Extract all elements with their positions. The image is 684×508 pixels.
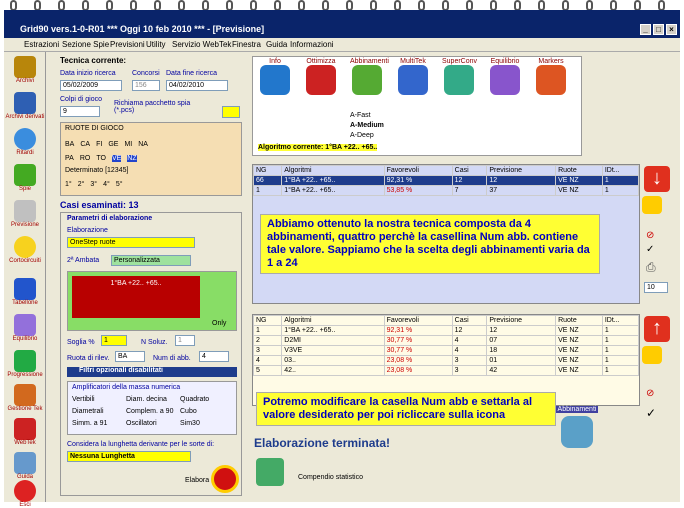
ruota-ro[interactable]: RO [79, 155, 91, 162]
column-header[interactable]: Casi [452, 166, 487, 176]
tool-label: Info [269, 58, 281, 65]
tools-icon [14, 384, 36, 406]
table-cell: 03.. [282, 356, 384, 366]
table-cell: 53,85 % [384, 186, 452, 196]
table-cell: 12 [452, 326, 487, 336]
table-cell: 12 [452, 176, 487, 186]
table-cell: VE NZ [556, 366, 603, 376]
table-cell: 7 [452, 186, 487, 196]
archive-icon [14, 92, 36, 114]
ruota-ca[interactable]: CA [80, 141, 91, 148]
sidebar-item-ritardi[interactable]: Ritardi [4, 128, 46, 156]
elabora-label: Elabora [185, 477, 210, 484]
table-cell: 3 [452, 356, 487, 366]
sidebar-item-spie[interactable]: Spie [4, 164, 46, 192]
tool-multitek[interactable] [396, 58, 430, 97]
sidebar-item-gestione-tek[interactable]: Gestione Tek [4, 384, 46, 412]
table-cell: 1 [602, 176, 638, 186]
column-header[interactable]: Favorevoli [384, 166, 452, 176]
table-cell: 1 [254, 186, 282, 196]
tool-superconv[interactable] [442, 58, 476, 97]
abbinamenti-icon [561, 416, 593, 448]
tecnica-label: Tecnica corrente: [60, 56, 127, 65]
table-cell: VE NZ [556, 336, 603, 346]
sidebar-item-tabellone[interactable]: Tabellone [4, 278, 46, 306]
ruota-1[interactable]: 1° [65, 181, 72, 188]
printer-icon[interactable]: ⎙ [646, 260, 656, 274]
bulb-icon [14, 236, 36, 258]
opt-5[interactable]: Cubo [180, 408, 197, 415]
ruota-label: Ruota di rilev. [67, 355, 110, 362]
inizio-date-field[interactable]: 05/02/2009 [60, 80, 122, 91]
tool-markers[interactable] [534, 58, 568, 97]
table-cell: 12 [487, 176, 556, 186]
tool-info[interactable] [258, 58, 292, 97]
column-header[interactable]: Favorevoli [384, 316, 452, 326]
tool-label: Abbinamenti [350, 58, 389, 65]
ambata-select[interactable]: Personalizzata [111, 255, 191, 266]
maximize-button[interactable]: □ [653, 24, 664, 35]
sidebar-item-archivi[interactable]: Archivi [4, 56, 46, 84]
menu-finestra[interactable]: Finestra [232, 40, 261, 49]
down-arrow-button[interactable]: ↓ [644, 166, 670, 192]
table-cell: VE NZ [556, 326, 603, 336]
column-header[interactable]: Ruote [556, 316, 603, 326]
table-cell: 30,77 % [384, 336, 452, 346]
table-cell: 1 [602, 356, 638, 366]
info-icon [260, 65, 290, 95]
table-cell: 30,77 % [384, 346, 452, 356]
opt-8[interactable]: Sim30 [180, 420, 200, 427]
no-icon-2[interactable]: ⊘ [646, 388, 655, 399]
abbinamenti-icon [352, 65, 382, 95]
sidebar [4, 52, 46, 508]
table-cell: 42.. [282, 366, 384, 376]
params-group [60, 212, 242, 496]
opt-4[interactable]: Complem. a 90 [126, 408, 174, 415]
ruota-3[interactable]: 3° [90, 181, 98, 188]
table-row[interactable] [254, 346, 639, 356]
forecast-icon [14, 200, 36, 222]
table-icon [14, 278, 36, 300]
balance-icon [14, 314, 36, 336]
table-cell: 5 [254, 366, 282, 376]
no-icon[interactable]: ⊘ [646, 230, 655, 241]
jar-icon[interactable] [642, 196, 662, 214]
column-header[interactable]: Algoritmi [282, 316, 384, 326]
menu-previsioni[interactable]: Previsioni [110, 40, 145, 49]
jar-icon-2[interactable] [642, 346, 662, 364]
table-row[interactable] [254, 186, 639, 196]
casi-esaminati: Casi esaminati: 13 [60, 200, 139, 210]
status-text: Elaborazione terminata! [254, 436, 391, 450]
tool-label: Equilibrio [490, 58, 520, 65]
nsoluz-label: N Soluz. [141, 339, 168, 346]
table-cell: 2 [254, 336, 282, 346]
amp-group [67, 381, 237, 435]
concorsi-label: Concorsi [132, 70, 160, 77]
concorsi-field[interactable]: 156 [132, 80, 160, 91]
menu-webtek[interactable]: Servizio WebTek [172, 40, 232, 49]
book-icon [14, 56, 36, 78]
side-select[interactable]: 10 [644, 282, 668, 293]
table-cell: 18 [487, 346, 556, 356]
table-row[interactable] [254, 176, 639, 186]
table-cell: 1 [602, 336, 638, 346]
annotation-note-1: Abbiamo ottenuto la nostra tecnica composta da 4 abbinamenti, quattro perchè la casellina Num abb. contiene tale valore. Sappiamo che la scelta degli abbinamenti varia da 1 a 24 [260, 214, 600, 274]
algoritmo-corrente: Algoritmo corrente: 1°BA +22.. +65.. [258, 144, 378, 151]
table-cell: 12 [487, 326, 556, 336]
tool-equilibrio[interactable] [488, 58, 522, 97]
ruota-ba[interactable]: BA [65, 141, 75, 148]
radio-deep[interactable]: A-Deep [350, 132, 374, 139]
equilibrio-icon [490, 65, 520, 95]
ruota-5[interactable]: 5° [115, 181, 123, 188]
table-cell: 1°BA +22.. +65.. [282, 186, 384, 196]
amp-label: Amplificatori della massa numerica [72, 384, 181, 391]
num-abb-field[interactable]: 4 [199, 351, 229, 362]
opt-0[interactable]: Vertibili [72, 396, 95, 403]
lunghetta-select[interactable]: Nessuna Lunghetta [67, 451, 191, 462]
spiral-binding [0, 0, 684, 10]
table-cell: 1°BA +22.. +65.. [282, 326, 384, 336]
ruota-2[interactable]: 2° [77, 181, 85, 188]
abbinamenti-button[interactable]: Abbinamenti [556, 406, 598, 456]
exit-icon [14, 480, 36, 502]
dollar-icon [14, 350, 36, 372]
opt-3[interactable]: Diametrali [72, 408, 104, 415]
table-cell: 3 [452, 366, 487, 376]
column-header[interactable]: Ruote [556, 166, 603, 176]
table-cell: 23,08 % [384, 366, 452, 376]
table-cell: 1 [602, 326, 638, 336]
window-title: Grid90 vers.1-0-R01 *** Oggi 10 feb 2010 *** - [Previsione] [20, 24, 265, 34]
sidebar-item-progressione[interactable]: Progressione [4, 350, 46, 378]
ruota-4[interactable]: 4° [103, 181, 110, 188]
table-cell: 4 [452, 336, 487, 346]
tool-abbinamenti[interactable] [350, 58, 389, 97]
inizio-label: Data inizio ricerca [60, 70, 116, 77]
table-cell: VE NZ [556, 356, 603, 366]
ambata-label: 2ª Ambata [67, 257, 100, 264]
fine-date-field[interactable]: 04/02/2010 [166, 80, 228, 91]
radio-medium[interactable]: A-Medium [350, 122, 384, 129]
column-header[interactable]: Previsione [487, 166, 556, 176]
formula-field[interactable]: 1°BA +22.. +65.. [72, 276, 200, 318]
tool-label: SuperConv [442, 58, 478, 65]
ottimizza-icon [306, 65, 336, 95]
tool-label: Ottimizza [306, 58, 336, 65]
sidebar-item-equilibrio[interactable]: Equilibrio [4, 314, 46, 342]
sidebar-item-cortocircuiti[interactable]: Cortocircuiti [4, 236, 46, 264]
colpi-select[interactable]: 9 [60, 106, 100, 117]
tool-ottimizza[interactable] [304, 58, 338, 97]
ruote-group [60, 122, 242, 196]
ruota-select[interactable]: BA [115, 351, 145, 362]
tool-label: Markers [538, 58, 564, 65]
fine-label: Data fine ricerca [166, 70, 217, 77]
colpi-label: Colpi di gioco [60, 96, 103, 103]
table-cell: 1 [602, 366, 638, 376]
table-row[interactable] [254, 336, 639, 346]
params-title: Parametri di elaborazione [67, 215, 153, 222]
elab-select[interactable]: OneStep ruote [67, 237, 195, 248]
column-header[interactable]: IDt... [602, 316, 638, 326]
table-cell: 4 [254, 356, 282, 366]
table-cell: 37 [487, 186, 556, 196]
menu-utility[interactable]: Utility [146, 40, 166, 49]
ruota-pa[interactable]: PA [65, 155, 74, 162]
table-cell: 3 [254, 346, 282, 356]
title-bar [4, 10, 680, 38]
check-icon-2[interactable]: ✓ [646, 406, 657, 420]
help-icon [14, 452, 36, 474]
elab-label: Elaborazione [67, 227, 108, 234]
table-cell: 1 [602, 346, 638, 356]
nsoluz-field[interactable]: 1 [175, 335, 195, 346]
clock-icon [14, 128, 36, 150]
spia-color-box[interactable] [222, 106, 240, 118]
close-button[interactable]: × [666, 24, 677, 35]
parameters-panel [46, 52, 246, 502]
column-header[interactable]: NG [254, 166, 282, 176]
radio-fast[interactable]: A-Fast [350, 112, 371, 119]
table-row[interactable] [254, 326, 639, 336]
up-arrow-button[interactable]: ↑ [644, 316, 670, 342]
multitek-icon [398, 65, 428, 95]
table-row[interactable] [254, 356, 639, 366]
table-cell: 4 [452, 346, 487, 356]
ruota-ve[interactable]: VE [111, 155, 122, 162]
table-cell: 92,31 % [384, 326, 452, 336]
markers-icon [536, 65, 566, 95]
ruota-ge[interactable]: GE [108, 141, 119, 148]
menu-informazioni[interactable]: Informazioni [290, 40, 334, 49]
spy-icon [14, 164, 36, 186]
table-cell: D2MI [282, 336, 384, 346]
only-checkbox[interactable]: Only [212, 320, 227, 327]
elabora-button[interactable] [211, 465, 239, 493]
table-cell: 1°BA +22.. +65.. [282, 176, 384, 186]
column-header[interactable]: Algoritmi [282, 166, 384, 176]
ruota-fi[interactable]: FI [96, 141, 103, 148]
sidebar-item-previsione[interactable]: Previsione [4, 200, 46, 228]
menu-estrazioni[interactable]: Estrazioni [24, 40, 60, 49]
formula-area [67, 271, 237, 331]
table-cell: V3VE [282, 346, 384, 356]
table-cell: 1 [254, 326, 282, 336]
minimize-button[interactable]: _ [640, 24, 651, 35]
check-icon[interactable]: ✓ [646, 244, 655, 255]
table-header [254, 166, 639, 176]
superconv-icon [444, 65, 474, 95]
tool-label: MultiTek [400, 58, 426, 65]
ruota-nz[interactable]: NZ [127, 155, 137, 162]
compendio-icon[interactable] [256, 458, 284, 486]
table-cell: 1 [602, 186, 638, 196]
webtek-icon [14, 418, 36, 440]
table-cell: 23,08 % [384, 356, 452, 366]
table-cell: 07 [487, 336, 556, 346]
sidebar-item-archivi-derivati[interactable]: Archivi derivati [4, 92, 46, 120]
filtri-checkbox[interactable]: Filtri opzionali disabilitati [67, 367, 237, 377]
table-cell: VE NZ [556, 186, 603, 196]
ruote-title: RUOTE DI GIOCO [65, 125, 124, 132]
opt-1[interactable]: Diam. decina [126, 396, 167, 403]
table-cell: VE NZ [556, 176, 603, 186]
annotation-note-2: Potremo modificare la casella Num abb e settarla al valore desiderato per poi ricliccare sulla icona [256, 392, 556, 426]
column-header[interactable]: NG [254, 316, 282, 326]
soglia-label: Soglia % [67, 339, 95, 346]
column-header[interactable]: Casi [452, 316, 487, 326]
table-cell: 42 [487, 366, 556, 376]
menu-sezione-spie[interactable]: Sezione Spie [62, 40, 110, 49]
ruota-mi[interactable]: MI [124, 141, 133, 148]
sidebar-item-guida[interactable]: Guida [4, 452, 46, 480]
opt-6[interactable]: Simm. a 91 [72, 420, 108, 427]
num-abb-label: Num di abb. [153, 355, 191, 362]
sidebar-item-esci[interactable]: Esci [4, 480, 46, 508]
opt-2[interactable]: Quadrato [180, 396, 210, 403]
opt-7[interactable]: Oscillatori [126, 420, 157, 427]
soglia-select[interactable]: 1 [101, 335, 127, 346]
ruota-na[interactable]: NA [138, 141, 148, 148]
compendio-label: Compendio statistico [298, 474, 363, 481]
sidebar-item-webtek[interactable]: WebTek [4, 418, 46, 446]
menu-bar [4, 38, 680, 52]
table-cell: VE NZ [556, 346, 603, 356]
column-header[interactable]: IDt... [602, 166, 638, 176]
determinato-label: Determinato [12345] [65, 167, 129, 174]
table-row[interactable] [254, 366, 639, 376]
ruota-to[interactable]: TO [96, 155, 106, 162]
column-header[interactable]: Previsione [487, 316, 556, 326]
menu-guida[interactable]: Guida [266, 40, 288, 49]
richiama-label: Richiama pacchetto spia (*.pcs) [114, 100, 191, 114]
table-cell: 92,31 % [384, 176, 452, 186]
table-header [254, 316, 639, 326]
table-cell: 01 [487, 356, 556, 366]
table-cell: 66 [254, 176, 282, 186]
lunghetta-label: Considera la lunghetta derivante per le sorte di: [67, 441, 215, 448]
